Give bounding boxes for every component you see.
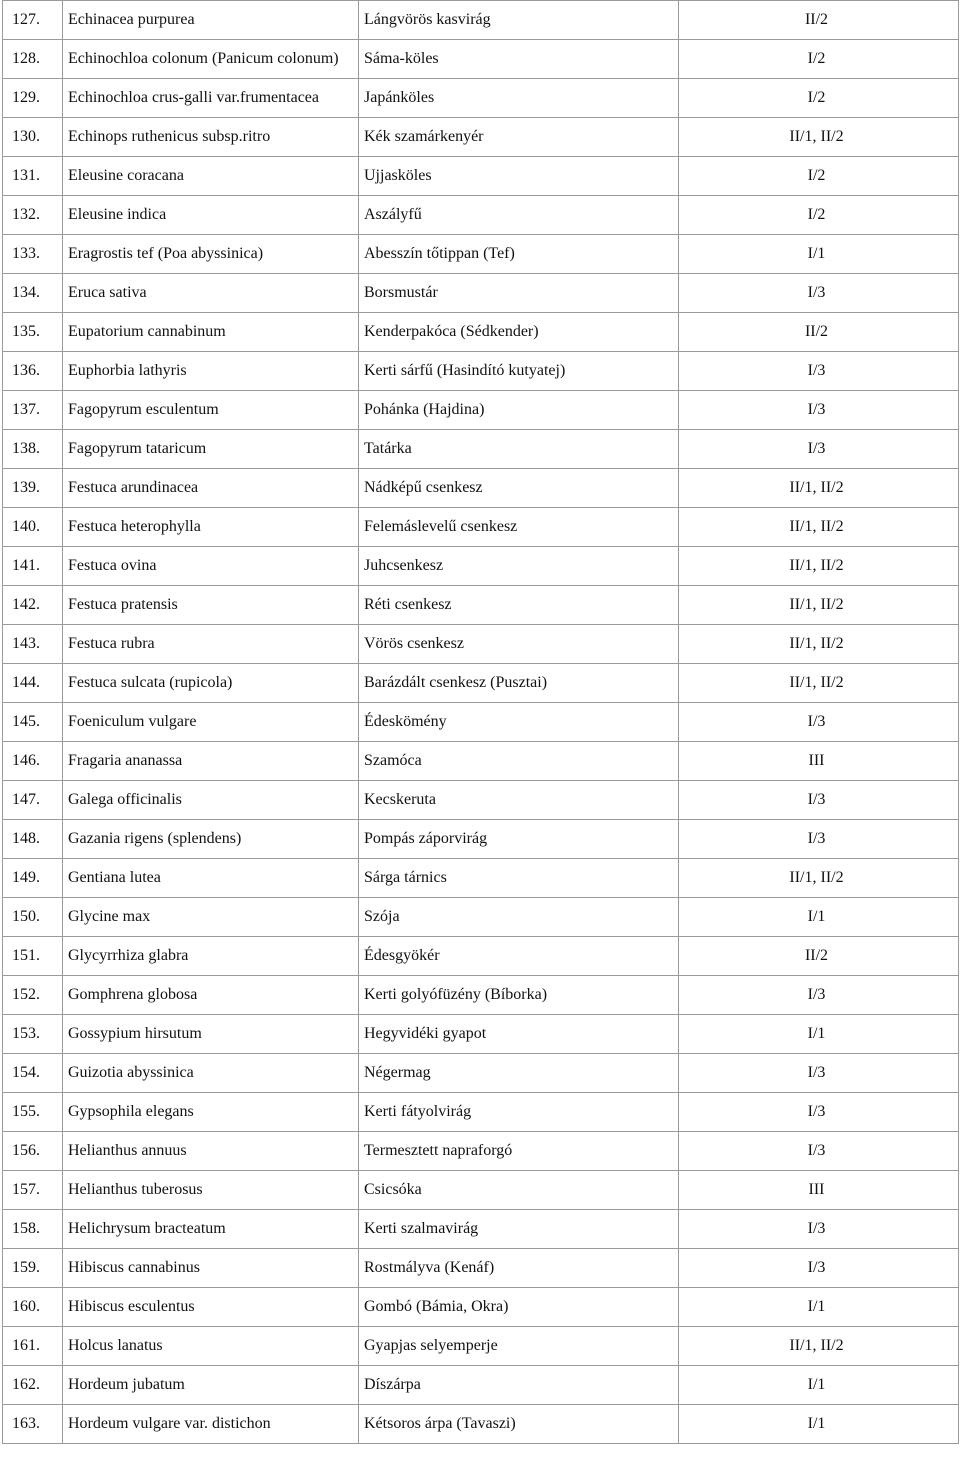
latin-name: Hibiscus cannabinus <box>63 1249 359 1288</box>
category: I/3 <box>679 703 959 742</box>
latin-name: Hibiscus esculentus <box>63 1288 359 1327</box>
table-row <box>3 1366 959 1405</box>
table-row <box>3 781 959 820</box>
row-number: 158. <box>3 1210 63 1249</box>
category: I/2 <box>679 196 959 235</box>
category: I/3 <box>679 1210 959 1249</box>
category: I/2 <box>679 157 959 196</box>
table-row <box>3 703 959 742</box>
table-row <box>3 430 959 469</box>
latin-name: Fragaria ananassa <box>63 742 359 781</box>
category: I/1 <box>679 898 959 937</box>
table-row <box>3 1093 959 1132</box>
hungarian-name: Kék szamárkenyér <box>359 118 679 157</box>
table-row <box>3 1210 959 1249</box>
table-row <box>3 313 959 352</box>
row-number: 130. <box>3 118 63 157</box>
hungarian-name: Barázdált csenkesz (Pusztai) <box>359 664 679 703</box>
row-number: 162. <box>3 1366 63 1405</box>
table-row <box>3 469 959 508</box>
table-row <box>3 859 959 898</box>
table-row <box>3 40 959 79</box>
hungarian-name: Vörös csenkesz <box>359 625 679 664</box>
latin-name: Eleusine coracana <box>63 157 359 196</box>
hungarian-name: Kerti golyófüzény (Bíborka) <box>359 976 679 1015</box>
category: I/1 <box>679 235 959 274</box>
row-number: 143. <box>3 625 63 664</box>
latin-name: Festuca pratensis <box>63 586 359 625</box>
hungarian-name: Pohánka (Hajdina) <box>359 391 679 430</box>
table-row <box>3 508 959 547</box>
latin-name: Eruca sativa <box>63 274 359 313</box>
latin-name: Fagopyrum tataricum <box>63 430 359 469</box>
row-number: 160. <box>3 1288 63 1327</box>
row-number: 139. <box>3 469 63 508</box>
latin-name: Festuca arundinacea <box>63 469 359 508</box>
hungarian-name: Szója <box>359 898 679 937</box>
table-body <box>3 1 959 1444</box>
table-row <box>3 586 959 625</box>
row-number: 146. <box>3 742 63 781</box>
row-number: 136. <box>3 352 63 391</box>
row-number: 156. <box>3 1132 63 1171</box>
category: I/3 <box>679 430 959 469</box>
latin-name: Gentiana lutea <box>63 859 359 898</box>
table-row <box>3 898 959 937</box>
hungarian-name: Kerti szalmavirág <box>359 1210 679 1249</box>
latin-name: Fagopyrum esculentum <box>63 391 359 430</box>
table-row <box>3 1327 959 1366</box>
latin-name: Festuca ovina <box>63 547 359 586</box>
hungarian-name: Rostmályva (Kenáf) <box>359 1249 679 1288</box>
hungarian-name: Kenderpakóca (Sédkender) <box>359 313 679 352</box>
latin-name: Gypsophila elegans <box>63 1093 359 1132</box>
category: II/1, II/2 <box>679 625 959 664</box>
latin-name: Echinacea purpurea <box>63 1 359 40</box>
category: II/2 <box>679 937 959 976</box>
category: I/3 <box>679 820 959 859</box>
table-row <box>3 976 959 1015</box>
category: II/1, II/2 <box>679 1327 959 1366</box>
latin-name: Eleusine indica <box>63 196 359 235</box>
row-number: 154. <box>3 1054 63 1093</box>
hungarian-name: Ujjasköles <box>359 157 679 196</box>
table-row <box>3 274 959 313</box>
category: I/3 <box>679 1093 959 1132</box>
table-row <box>3 820 959 859</box>
row-number: 153. <box>3 1015 63 1054</box>
category: II/1, II/2 <box>679 469 959 508</box>
latin-name: Holcus lanatus <box>63 1327 359 1366</box>
category: I/3 <box>679 1249 959 1288</box>
row-number: 145. <box>3 703 63 742</box>
category: I/3 <box>679 352 959 391</box>
table-row <box>3 118 959 157</box>
table-row <box>3 1 959 40</box>
hungarian-name: Szamóca <box>359 742 679 781</box>
hungarian-name: Borsmustár <box>359 274 679 313</box>
row-number: 140. <box>3 508 63 547</box>
table-row <box>3 235 959 274</box>
hungarian-name: Édeskömény <box>359 703 679 742</box>
hungarian-name: Aszályfű <box>359 196 679 235</box>
hungarian-name: Kétsoros árpa (Tavaszi) <box>359 1405 679 1444</box>
category: II/1, II/2 <box>679 118 959 157</box>
latin-name: Helianthus tuberosus <box>63 1171 359 1210</box>
latin-name: Glycyrrhiza glabra <box>63 937 359 976</box>
latin-name: Eragrostis tef (Poa abyssinica) <box>63 235 359 274</box>
latin-name: Hordeum jubatum <box>63 1366 359 1405</box>
hungarian-name: Sárga tárnics <box>359 859 679 898</box>
row-number: 131. <box>3 157 63 196</box>
latin-name: Gossypium hirsutum <box>63 1015 359 1054</box>
hungarian-name: Juhcsenkesz <box>359 547 679 586</box>
hungarian-name: Gombó (Bámia, Okra) <box>359 1288 679 1327</box>
table-row <box>3 664 959 703</box>
row-number: 134. <box>3 274 63 313</box>
hungarian-name: Termesztett napraforgó <box>359 1132 679 1171</box>
category: II/1, II/2 <box>679 547 959 586</box>
hungarian-name: Nádképű csenkesz <box>359 469 679 508</box>
table-row <box>3 1171 959 1210</box>
category: I/3 <box>679 391 959 430</box>
category: III <box>679 1171 959 1210</box>
category: I/3 <box>679 274 959 313</box>
row-number: 128. <box>3 40 63 79</box>
row-number: 137. <box>3 391 63 430</box>
category: II/1, II/2 <box>679 859 959 898</box>
latin-name: Echinochloa colonum (Panicum colonum) <box>63 40 359 79</box>
category: I/1 <box>679 1288 959 1327</box>
hungarian-name: Felemáslevelű csenkesz <box>359 508 679 547</box>
table-row <box>3 547 959 586</box>
row-number: 161. <box>3 1327 63 1366</box>
category: I/2 <box>679 40 959 79</box>
table-row <box>3 196 959 235</box>
hungarian-name: Japánköles <box>359 79 679 118</box>
hungarian-name: Tatárka <box>359 430 679 469</box>
category: I/3 <box>679 1132 959 1171</box>
latin-name: Helichrysum bracteatum <box>63 1210 359 1249</box>
hungarian-name: Négermag <box>359 1054 679 1093</box>
latin-name: Foeniculum vulgare <box>63 703 359 742</box>
category: I/1 <box>679 1405 959 1444</box>
species-table <box>2 0 959 1444</box>
hungarian-name: Csicsóka <box>359 1171 679 1210</box>
row-number: 150. <box>3 898 63 937</box>
row-number: 152. <box>3 976 63 1015</box>
row-number: 135. <box>3 313 63 352</box>
table-row <box>3 1288 959 1327</box>
hungarian-name: Édesgyökér <box>359 937 679 976</box>
latin-name: Festuca sulcata (rupicola) <box>63 664 359 703</box>
row-number: 159. <box>3 1249 63 1288</box>
table-row <box>3 1015 959 1054</box>
latin-name: Helianthus annuus <box>63 1132 359 1171</box>
row-number: 163. <box>3 1405 63 1444</box>
hungarian-name: Gyapjas selyemperje <box>359 1327 679 1366</box>
hungarian-name: Pompás záporvirág <box>359 820 679 859</box>
hungarian-name: Kerti sárfű (Hasindító kutyatej) <box>359 352 679 391</box>
hungarian-name: Díszárpa <box>359 1366 679 1405</box>
row-number: 142. <box>3 586 63 625</box>
table-row <box>3 1054 959 1093</box>
table-row <box>3 1249 959 1288</box>
category: II/1, II/2 <box>679 508 959 547</box>
latin-name: Gazania rigens (splendens) <box>63 820 359 859</box>
latin-name: Gomphrena globosa <box>63 976 359 1015</box>
latin-name: Echinochloa crus-galli var.frumentacea <box>63 79 359 118</box>
row-number: 141. <box>3 547 63 586</box>
category: I/3 <box>679 1054 959 1093</box>
table-row <box>3 391 959 430</box>
category: II/1, II/2 <box>679 664 959 703</box>
table-row <box>3 157 959 196</box>
category: I/1 <box>679 1015 959 1054</box>
category: I/3 <box>679 976 959 1015</box>
hungarian-name: Kecskeruta <box>359 781 679 820</box>
hungarian-name: Kerti fátyolvirág <box>359 1093 679 1132</box>
row-number: 132. <box>3 196 63 235</box>
latin-name: Galega officinalis <box>63 781 359 820</box>
row-number: 138. <box>3 430 63 469</box>
hungarian-name: Hegyvidéki gyapot <box>359 1015 679 1054</box>
category: I/2 <box>679 79 959 118</box>
hungarian-name: Lángvörös kasvirág <box>359 1 679 40</box>
table-row <box>3 1132 959 1171</box>
category: I/1 <box>679 1366 959 1405</box>
table-row <box>3 937 959 976</box>
table-row <box>3 1405 959 1444</box>
row-number: 133. <box>3 235 63 274</box>
latin-name: Festuca rubra <box>63 625 359 664</box>
row-number: 155. <box>3 1093 63 1132</box>
category: II/1, II/2 <box>679 586 959 625</box>
row-number: 147. <box>3 781 63 820</box>
hungarian-name: Réti csenkesz <box>359 586 679 625</box>
row-number: 149. <box>3 859 63 898</box>
latin-name: Euphorbia lathyris <box>63 352 359 391</box>
latin-name: Guizotia abyssinica <box>63 1054 359 1093</box>
latin-name: Glycine max <box>63 898 359 937</box>
latin-name: Hordeum vulgare var. distichon <box>63 1405 359 1444</box>
hungarian-name: Abesszín tőtippan (Tef) <box>359 235 679 274</box>
row-number: 144. <box>3 664 63 703</box>
table-row <box>3 742 959 781</box>
category: II/2 <box>679 313 959 352</box>
latin-name: Echinops ruthenicus subsp.ritro <box>63 118 359 157</box>
table-row <box>3 625 959 664</box>
category: I/3 <box>679 781 959 820</box>
table-row <box>3 352 959 391</box>
latin-name: Eupatorium cannabinum <box>63 313 359 352</box>
row-number: 157. <box>3 1171 63 1210</box>
row-number: 148. <box>3 820 63 859</box>
hungarian-name: Sáma-köles <box>359 40 679 79</box>
latin-name: Festuca heterophylla <box>63 508 359 547</box>
table-row <box>3 79 959 118</box>
row-number: 127. <box>3 1 63 40</box>
category: III <box>679 742 959 781</box>
category: II/2 <box>679 1 959 40</box>
row-number: 129. <box>3 79 63 118</box>
row-number: 151. <box>3 937 63 976</box>
